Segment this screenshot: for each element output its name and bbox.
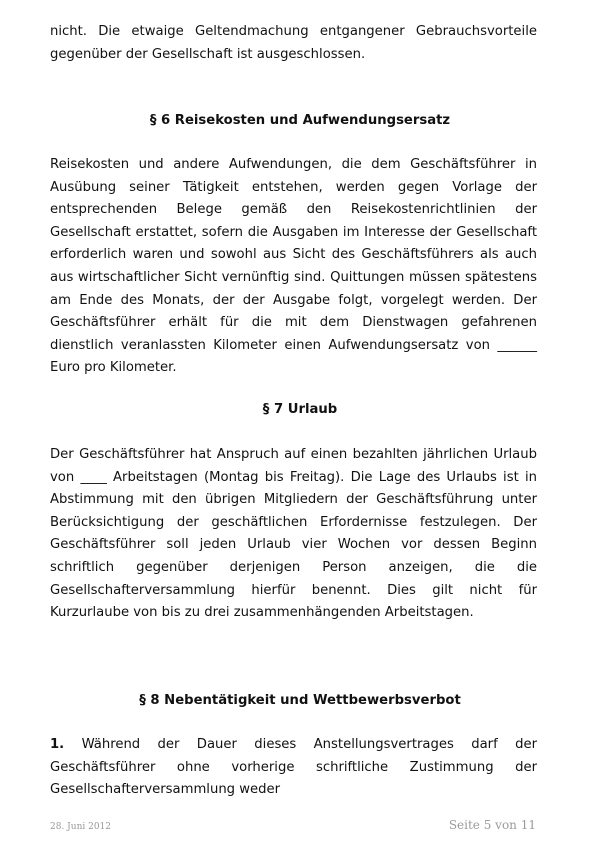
section-6-heading: § 6 Reisekosten und Aufwendungsersatz [149,113,451,128]
item-number: 1. [50,737,65,752]
footer-date: 28. Juni 2012 [50,822,112,832]
section-7-heading: § 7 Urlaub [262,402,338,417]
section-6-body: Reisekosten und andere Aufwendungen, die dem Geschäftsführer in Ausübung seiner Tätigkeit entstehen, werden gegen Vorlage der entsprechenden Belege gemäß den Reisekostenrichtlinien der Gesellschaft erstattet, sofern die Ausgaben im Interesse der Gesellschaft erforderlich waren und sowohl aus Sicht des Geschäftsführers als auch aus wirtschaftlicher Sicht vernünftig sind. Quittungen müssen spätestens am Ende des Monats, der der Ausgabe folgt, vorgelegt werden. Der Geschäftsführer erhält für die mit dem Dienstwagen gefahrenen dienstlich veranlassten Kilometer einen Aufwendungsersatz von ______ Euro pro Kilometer. [50,157,537,376]
footer-page-number: Seite 5 von 11 [448,818,536,832]
section-8-item-1 [50,734,537,802]
section-7-body: Der Geschäftsführer hat Anspruch auf einen bezahlten jährlichen Urlaub von ____ Arbeitstagen (Montag bis Freitag). Die Lage des Urlaubs ist in Abstimmung mit den übrigen Mitgliedern der Geschäftsführung unter Berücksichtigung der geschäftlichen Erfordernisse festzulegen. Der Geschäftsführer soll jeden Urlaub vier Wochen vor dessen Beginn schriftlich gegenüber derjenigen Person anzeigen, die die Gesellschafterversammlung hierfür benennt. Dies gilt nicht für Kurzurlaube von bis zu drei zusammenhängenden Arbeitstagen. [50,447,537,621]
intro-paragraph: nicht. Die etwaige Geltendmachung entgangener Gebrauchsvorteile gegenüber der Gesellschaft ist ausgeschlossen. [50,24,537,62]
section-8-heading: § 8 Nebentätigkeit und Wettbewerbsverbot [139,693,461,708]
item-text: Während der Dauer dieses Anstellungsvertrages darf der Geschäftsführer ohne vorherige schriftliche Zustimmung der Gesellschafterversammlung weder [50,737,537,798]
